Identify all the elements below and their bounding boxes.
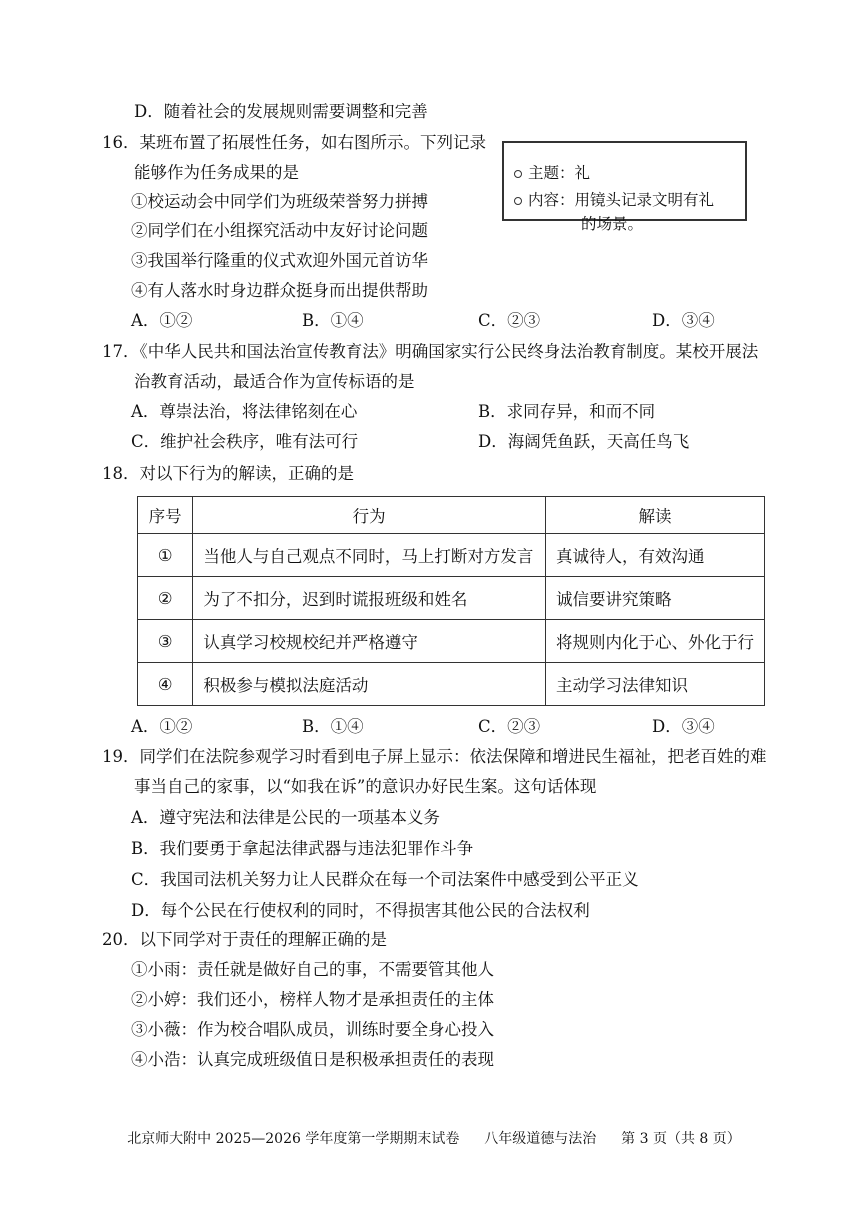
q20-item-2: ②小婷：我们还小，榜样人物才是承担责任的主体 — [131, 990, 494, 1009]
table-header-reading: 解读 — [546, 497, 765, 534]
table-row — [138, 534, 765, 577]
q19-option-d: D．每个公民在行使权利的同时，不得损害其他公民的合法权利 — [131, 901, 590, 920]
q16-box-line2-row — [514, 190, 714, 210]
bullet-icon — [514, 170, 522, 178]
table-row — [138, 577, 765, 620]
q19-stem-line1: 19．同学们在法院参观学习时看到电子屏上显示：依法保障和增进民生福祉，把老百姓的难 — [102, 747, 767, 766]
q16-option-c: C．②③ — [478, 311, 541, 330]
table-cell-action: 为了不扣分，迟到时谎报班级和姓名 — [193, 577, 546, 620]
q16-stem-line1: 16．某班布置了拓展性任务，如右图所示。下列记录 — [102, 133, 486, 152]
footer-page-number: 第 3 页（共 8 页） — [621, 1131, 741, 1147]
footer-subject: 八年级道德与法治 — [484, 1131, 597, 1147]
table-header-no: 序号 — [138, 497, 193, 534]
q15-option-d: D．随着社会的发展规则需要调整和完善 — [134, 102, 428, 121]
table-header-action: 行为 — [193, 497, 546, 534]
q16-item-2: ②同学们在小组探究活动中友好讨论问题 — [131, 221, 428, 240]
q18-option-c: C．②③ — [478, 717, 541, 736]
table-cell-no: ④ — [138, 663, 193, 706]
table-cell-no: ③ — [138, 620, 193, 663]
q19-stem-line2: 事当自己的家事，以“如我在诉”的意识办好民生案。这句话体现 — [134, 777, 597, 796]
q16-option-d: D．③④ — [652, 311, 715, 330]
q18-stem: 18．对以下行为的解读，正确的是 — [102, 464, 354, 483]
q18-option-a: A．①② — [131, 717, 193, 736]
q16-box-line1-row — [514, 163, 590, 183]
table-header-row — [138, 497, 765, 534]
table-cell-action: 积极参与模拟法庭活动 — [193, 663, 546, 706]
q17-option-a: A．尊崇法治，将法律铭刻在心 — [131, 402, 358, 421]
table-cell-reading: 诚信要讲究策略 — [546, 577, 765, 620]
table-cell-reading: 真诚待人，有效沟通 — [546, 534, 765, 577]
q16-item-3: ③我国举行隆重的仪式欢迎外国元首访华 — [131, 251, 428, 270]
table-row — [138, 620, 765, 663]
table-row — [138, 663, 765, 706]
q16-task-box — [502, 141, 747, 233]
q17-option-d: D．海阔凭鱼跃，天高任鸟飞 — [478, 432, 690, 451]
q18-table — [137, 496, 765, 706]
q16-box-line3: 的场景。 — [581, 215, 644, 233]
q20-stem: 20．以下同学对于责任的理解正确的是 — [102, 930, 387, 949]
table-cell-reading: 主动学习法律知识 — [546, 663, 765, 706]
table-cell-action: 认真学习校规校纪并严格遵守 — [193, 620, 546, 663]
q17-option-c: C．维护社会秩序，唯有法可行 — [131, 432, 359, 451]
footer-exam-title: 北京师大附中 2025—2026 学年度第一学期期末试卷 — [127, 1131, 460, 1147]
q19-option-b: B．我们要勇于拿起法律武器与违法犯罪作斗争 — [131, 839, 474, 858]
q16-box-content: 内容：用镜头记录文明有礼 — [528, 191, 715, 209]
q20-item-1: ①小雨：责任就是做好自己的事，不需要管其他人 — [131, 960, 494, 979]
table-cell-action: 当他人与自己观点不同时，马上打断对方发言 — [193, 534, 546, 577]
q16-item-1: ①校运动会中同学们为班级荣誉努力拼搏 — [131, 192, 428, 211]
q20-item-4: ④小浩：认真完成班级值日是积极承担责任的表现 — [131, 1050, 494, 1069]
table-cell-no: ② — [138, 577, 193, 620]
bullet-icon — [514, 197, 522, 205]
q20-item-3: ③小薇：作为校合唱队成员，训练时要全身心投入 — [131, 1020, 494, 1039]
q17-stem-line2: 治教育活动，最适合作为宣传标语的是 — [134, 372, 415, 391]
q19-option-a: A．遵守宪法和法律是公民的一项基本义务 — [131, 808, 440, 827]
table-cell-reading: 将规则内化于心、外化于行 — [546, 620, 765, 663]
q18-option-d: D．③④ — [652, 717, 715, 736]
q16-option-a: A．①② — [131, 311, 193, 330]
q16-item-4: ④有人落水时身边群众挺身而出提供帮助 — [131, 281, 428, 300]
page-footer — [0, 1128, 868, 1148]
q17-stem-line1: 17．《中华人民共和国法治宣传教育法》明确国家实行公民终身法治教育制度。某校开展法 — [102, 342, 759, 361]
q17-option-b: B．求同存异，和而不同 — [478, 402, 656, 421]
q18-option-b: B．①④ — [302, 717, 364, 736]
q16-box-topic: 主题：礼 — [528, 164, 591, 182]
table-cell-no: ① — [138, 534, 193, 577]
q16-option-b: B．①④ — [302, 311, 364, 330]
q19-option-c: C．我国司法机关努力让人民群众在每一个司法案件中感受到公平正义 — [131, 870, 639, 889]
q16-stem-line2: 能够作为任务成果的是 — [134, 163, 299, 182]
